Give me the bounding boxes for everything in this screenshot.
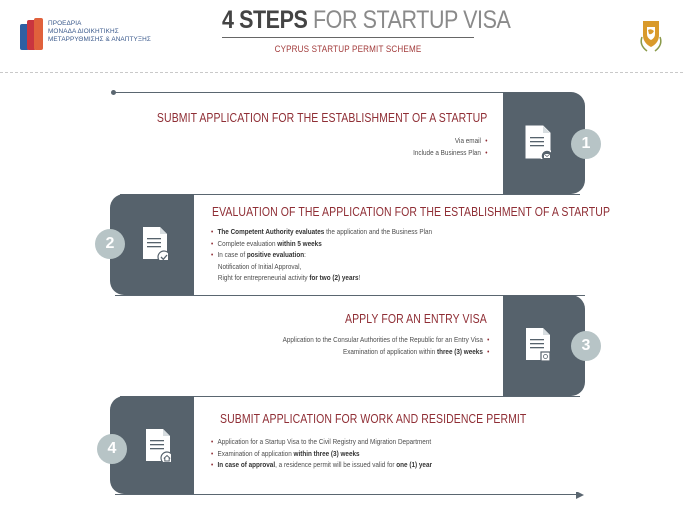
organization-logo [20, 18, 151, 52]
step-2-list [211, 226, 432, 284]
step-1-list-item: Include a Business Plan • [412, 147, 487, 157]
step-2-item-text: Right for entrepreneurial activity [217, 273, 310, 283]
timeline-line [113, 92, 513, 93]
cyprus-emblem-icon [637, 15, 665, 55]
page-title-light: FOR STARTUP VISA [312, 6, 511, 34]
step-1-list [413, 135, 487, 158]
organization-name-line: ΠΡΟΕΔΡΙΑ [48, 20, 82, 27]
step-2-item-text: Complete evaluation [217, 238, 278, 248]
step-4-item-text: Examination of application [217, 448, 294, 458]
step-2-item-text: ! [358, 273, 361, 283]
step-4-number: 4 [97, 434, 127, 464]
step-2-item-bold: within 5 weeks [277, 238, 322, 248]
page-title-bold: 4 STEPS [222, 6, 308, 34]
organization-name-line: ΜΕΤΑΡΡΥΘΜΙΣΗΣ & ΑΝΑΠΤΥΞΗΣ [48, 36, 151, 44]
document-envelope-icon [525, 125, 551, 159]
step-2-list-item [211, 272, 432, 284]
step-3-item-text: Examination of application within [342, 346, 437, 356]
step-2-number: 2 [95, 229, 125, 259]
step-2-list-item: • In case of positive evaluation: [211, 250, 306, 260]
step-1-item-text: Via email [454, 136, 481, 145]
logo-mark-icon [20, 18, 44, 50]
step-4-item-bold: within three (3) weeks [293, 448, 360, 458]
step-2-title: EVALUATION OF THE APPLICATION FOR THE ESTABLISHMENT OF A STARTUP [212, 205, 611, 219]
organization-name [48, 20, 151, 45]
title-underline [222, 37, 474, 38]
step-4-list-item: • In case of approval, a residence permit will be issued valid for one (1) year [211, 460, 432, 470]
step-4-title: SUBMIT APPLICATION FOR WORK AND RESIDENCE PERMIT [220, 412, 527, 426]
step-3-list-item: Examination of application within three (3) weeks • [342, 346, 489, 356]
timeline-arrow-icon [576, 491, 584, 499]
step-1-number: 1 [571, 129, 601, 159]
step-3-list-item: Application to the Consular Authorities of the Republic for an Entry Visa • [282, 335, 489, 344]
step-2-item-text: the application and the Business Plan [324, 227, 433, 236]
step-3-list [282, 334, 489, 357]
page-title [222, 6, 511, 35]
page-subtitle: CYPRUS STARTUP PERMIT SCHEME [274, 44, 422, 55]
step-4-item-bold: In case of approval [217, 460, 276, 470]
step-3-title: APPLY FOR AN ENTRY VISA [345, 312, 487, 326]
step-1-item-text: Include a Business Plan [412, 147, 481, 157]
document-check-icon [142, 226, 168, 260]
document-home-icon [145, 428, 171, 462]
step-2-item-bold: for two (2) years [309, 273, 359, 283]
step-3-item-bold: three (3) weeks [436, 346, 483, 356]
step-2-item-bold: positive evaluation [246, 250, 305, 260]
step-4-item-text: Application for a Startup Visa to the Civil Registry and Migration Department [217, 437, 432, 446]
organization-name-line: ΜΟΝΑΔΑ ΔΙΟΙΚΗΤΙΚΗΣ [48, 28, 119, 36]
step-4-item-text: , a residence permit will be issued valid for [275, 460, 397, 470]
timeline-line [115, 494, 578, 495]
step-2-list-item [211, 261, 432, 273]
step-2-item-text: : [304, 250, 306, 260]
step-1-list-item: Via email • [454, 136, 487, 145]
step-2-item-text: In case of [217, 250, 247, 260]
step-4-list-item: • Application for a Startup Visa to the Civil Registry and Migration Department [211, 437, 432, 446]
step-3-number: 3 [571, 331, 601, 361]
step-4-item-bold: one (1) year [396, 460, 432, 470]
step-4-list [211, 436, 432, 471]
step-2-list-item: • Complete evaluation within 5 weeks [211, 238, 322, 248]
step-2-list-item: • The Competent Authority evaluates the application and the Business Plan [211, 227, 433, 236]
step-3-item-text: Application to the Consular Authorities of the Republic for an Entry Visa [282, 335, 483, 344]
step-2-item-text: Notification of Initial Approval, [217, 261, 302, 271]
document-passport-icon [525, 327, 551, 361]
step-2-item-bold: The Competent Authority evaluates [217, 227, 325, 236]
header-separator [0, 72, 683, 73]
step-1-title: SUBMIT APPLICATION FOR THE ESTABLISHMENT OF A STARTUP [156, 111, 487, 125]
step-4-list-item: • Examination of application within three (3) weeks [211, 448, 360, 458]
